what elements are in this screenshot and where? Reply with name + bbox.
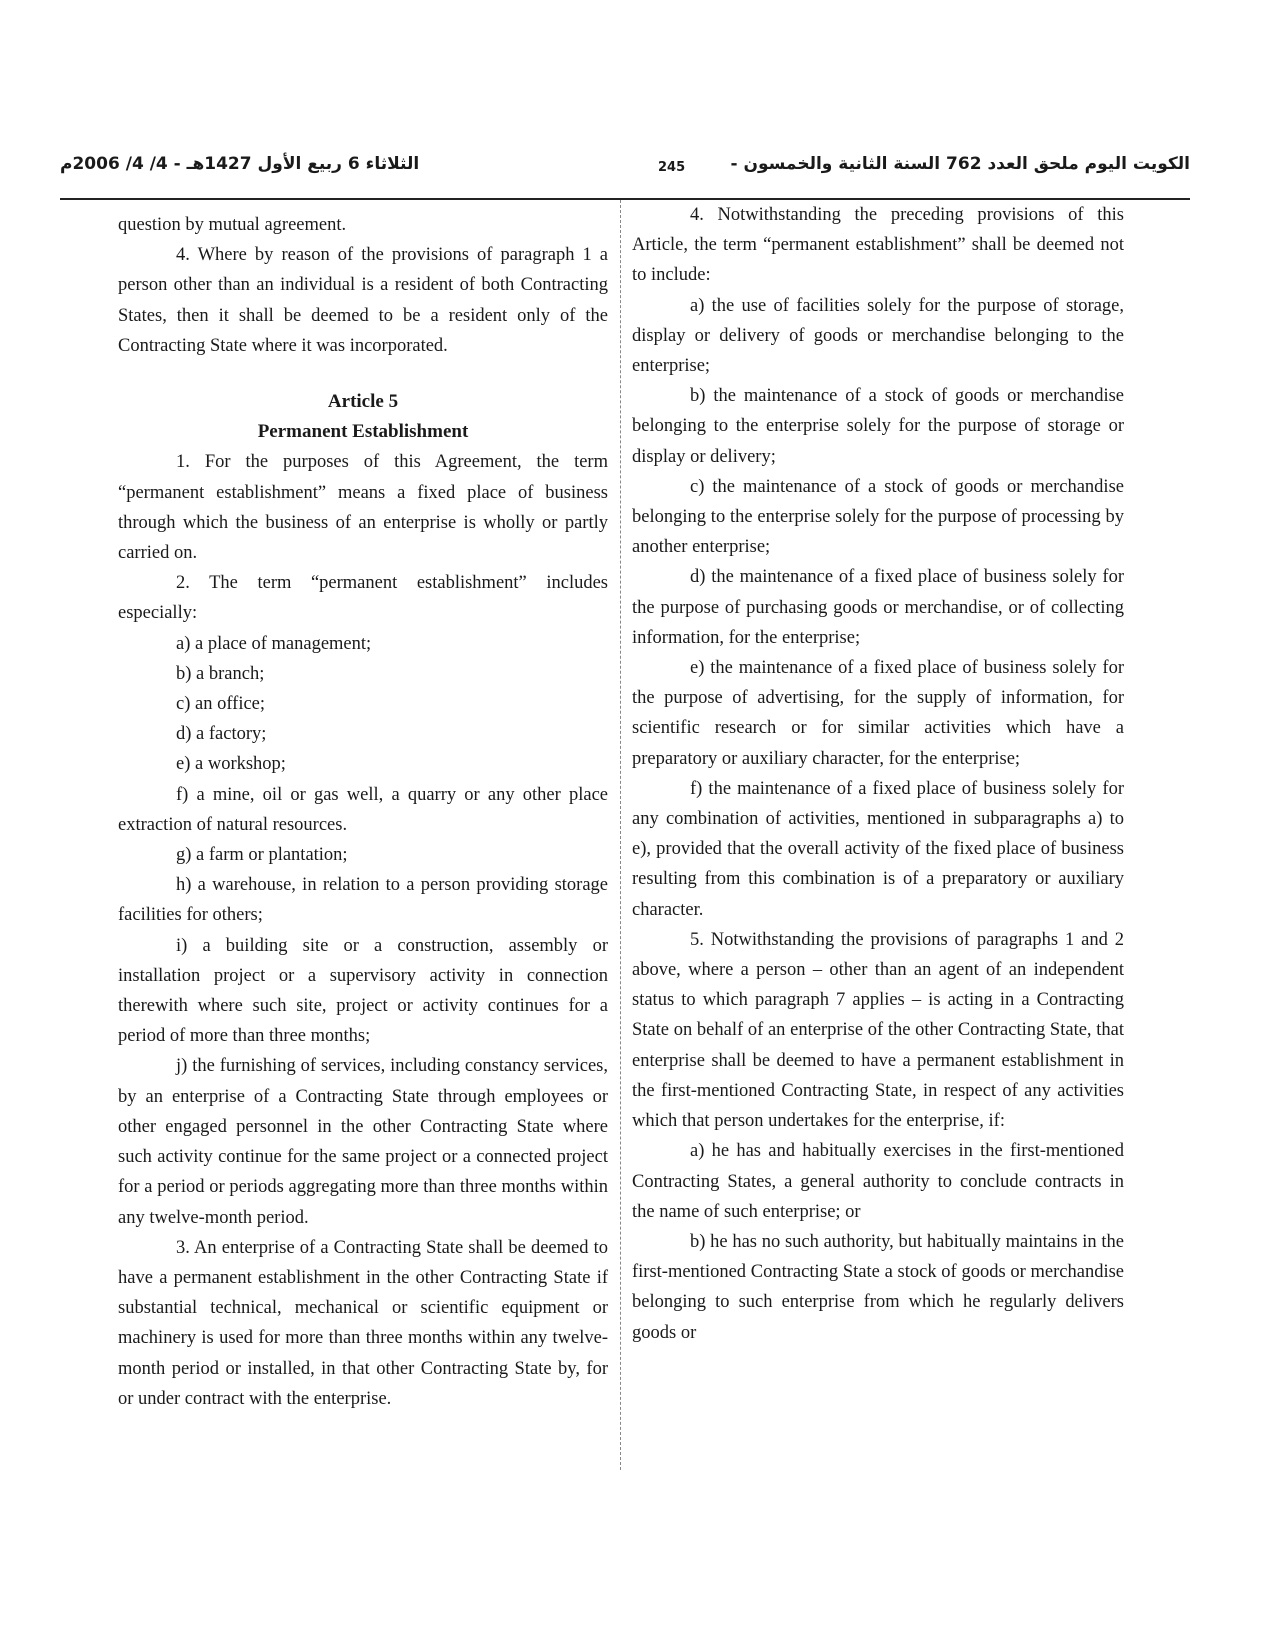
paragraph-1: 1. For the purposes of this Agreement, the term “permanent establishment” means a fixed place of business through which the business of an enterprise is wholly or partly carried on.	[118, 452, 608, 564]
column-divider	[620, 200, 621, 1470]
page-header	[60, 150, 1190, 190]
right-column	[632, 200, 1124, 1348]
header-date: الثلاثاء 6 ربيع الأول 1427هـ - 4/ 4/ 2006م	[60, 154, 420, 174]
list-item-e: e) a workshop;	[176, 754, 286, 775]
header-publication-title: الكويت اليوم ملحق العدد 762 السنة الثانية والخمسون -	[730, 154, 1190, 174]
list-item-5a: a) he has and habitually exercises in the first-mentioned Contracting States, a general authority to conclude contracts in the name of such enterprise; or	[632, 1141, 1124, 1222]
paragraph-5: 5. Notwithstanding the provisions of paragraphs 1 and 2 above, where a person – other than an agent of an independent status to which paragraph 7 applies – is acting in a Contracting State on behalf of an enterprise of the other Contracting State, that enterprise shall be deemed to have a permanent establishment in the first-mentioned Contracting State, in respect of any activities which that person undertakes for the enterprise, if:	[632, 929, 1124, 1132]
list-item-a: a) a place of management;	[176, 633, 372, 654]
paragraph-continuation: question by mutual agreement.	[118, 215, 347, 235]
paragraph-3: 3. An enterprise of a Contracting State shall be deemed to have a permanent establishment in the other Contracting State if substantial technical, mechanical or scientific equipment or machinery is used for more than three months within any twelve-month period or installed, in that other Contracting State by, for or under contract with the enterprise.	[118, 1237, 608, 1409]
list-item-c: c) the maintenance of a stock of goods or merchandise belonging to the enterprise solely for the purpose of processing by another enterprise;	[632, 476, 1124, 558]
list-item-h: h) a warehouse, in relation to a person providing storage facilities for others;	[118, 875, 608, 926]
list-item-e: e) the maintenance of a fixed place of business solely for the purpose of advertising, for the supply of information, for scientific research or for similar activities which have a preparatory or auxiliary character, for the enterprise;	[632, 658, 1124, 769]
list-item-f: f) the maintenance of a fixed place of business solely for any combination of activities, mentioned in subparagraphs a) to e), provided that the overall activity of the fixed place of business resulting from this combination is of a preparatory or auxiliary character.	[632, 778, 1124, 920]
list-item-d: d) a factory;	[176, 724, 267, 745]
list-item-d: d) the maintenance of a fixed place of business solely for the purpose of purchasing goods or merchandise, or of collecting information, for the enterprise;	[632, 567, 1124, 648]
paragraph-4-exclusions: 4. Notwithstanding the preceding provisions of this Article, the term “permanent establishment” shall be deemed not to include:	[632, 205, 1124, 286]
paragraph-2: 2. The term “permanent establishment” includes especially:	[118, 573, 608, 624]
left-column	[118, 210, 608, 1414]
list-item-i: i) a building site or a construction, assembly or installation project or a supervisory activity in connection therewith where such site, project or activity continues for a period of more than three months;	[118, 935, 608, 1047]
page-number: 245	[658, 160, 686, 175]
list-item-b: b) a branch;	[176, 663, 265, 684]
paragraph-4-residence: 4. Where by reason of the provisions of paragraph 1 a person other than an individual is a resident of both Contracting States, then it shall be deemed to be a resident only of the Contracting State where it was incorporated.	[118, 245, 608, 356]
list-item-5b: b) he has no such authority, but habitually maintains in the first-mentioned Contracting State a stock of goods or merchandise belonging to such enterprise from which he regularly delivers goods or	[632, 1231, 1124, 1343]
list-item-g: g) a farm or plantation;	[176, 845, 348, 866]
article-title: Article 5	[327, 391, 399, 413]
list-item-a: a) the use of facilities solely for the purpose of storage, display or delivery of goods or merchandise belonging to the enterprise;	[632, 295, 1124, 377]
list-item-j: j) the furnishing of services, including constancy services, by an enterprise of a Contracting State through employees or other engaged personnel in the other Contracting State where such activity continue for the same project or a connected project for a period or periods aggregating more than three months within any twelve-month period.	[118, 1056, 608, 1228]
section-gap	[118, 361, 608, 387]
list-item-f: f) a mine, oil or gas well, a quarry or any other place extraction of natural resources.	[118, 784, 608, 835]
list-item-b: b) the maintenance of a stock of goods or merchandise belonging to the enterprise solely for the purpose of storage or display or delivery;	[632, 386, 1124, 467]
article-subtitle: Permanent Establishment	[257, 421, 469, 443]
list-item-c: c) an office;	[176, 694, 266, 715]
